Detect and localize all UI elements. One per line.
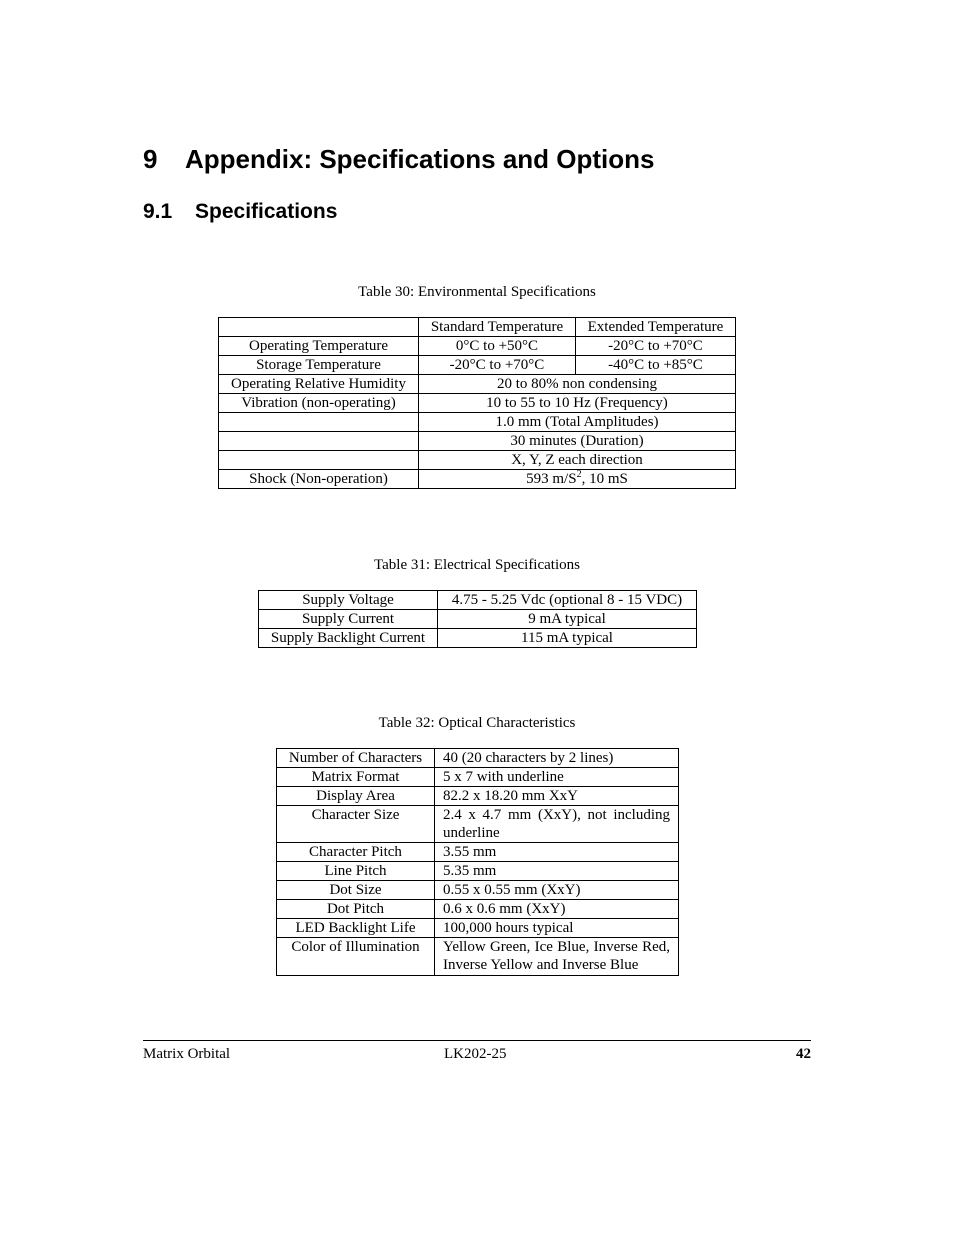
row-value: 9 mA typical (438, 610, 697, 629)
subsection-title: Specifications (195, 200, 338, 223)
table-row (219, 432, 736, 451)
row-value: 3.55 mm (435, 843, 679, 862)
row-label: Supply Current (259, 610, 438, 629)
optical-characteristics-table (276, 748, 679, 976)
table-row (219, 451, 736, 470)
extended-value: -20°C to +70°C (576, 337, 736, 356)
row-label: Operating Relative Humidity (219, 375, 419, 394)
table-row (277, 900, 679, 919)
row-label: Shock (Non-operation) (219, 470, 419, 489)
row-value: 2.4 x 4.7 mm (XxY), not including underline (435, 806, 679, 843)
row-label: Display Area (277, 787, 435, 806)
shock-value-prefix: 593 m/S (526, 471, 577, 487)
header-cell-empty (219, 318, 419, 337)
table-row (277, 843, 679, 862)
row-label: Operating Temperature (219, 337, 419, 356)
row-label: Matrix Format (277, 768, 435, 787)
section-title: Appendix: Specifications and Options (185, 144, 655, 174)
table-row (277, 749, 679, 768)
extended-value: -40°C to +85°C (576, 356, 736, 375)
electrical-specifications-table (258, 590, 697, 648)
table-32-caption: Table 32: Optical Characteristics (378, 715, 576, 731)
row-value: 82.2 x 18.20 mm XxY (435, 787, 679, 806)
table-row (277, 806, 679, 843)
environmental-specifications-table (218, 317, 736, 489)
table-row (219, 375, 736, 394)
footer-model: LK202-25 (444, 1046, 507, 1062)
table-30-caption: Table 30: Environmental Specifications (358, 284, 596, 300)
row-label: LED Backlight Life (277, 919, 435, 938)
row-value: 0.6 x 0.6 mm (XxY) (435, 900, 679, 919)
table-row (277, 938, 679, 976)
row-value: 5 x 7 with underline (435, 768, 679, 787)
footer-divider (143, 1040, 811, 1041)
row-label (219, 432, 419, 451)
table-row (277, 787, 679, 806)
row-value: 5.35 mm (435, 862, 679, 881)
merged-value: 1.0 mm (Total Amplitudes) (419, 413, 736, 432)
row-label: Vibration (non-operating) (219, 394, 419, 413)
table-row (219, 356, 736, 375)
row-label: Storage Temperature (219, 356, 419, 375)
table-row (277, 881, 679, 900)
row-label: Dot Pitch (277, 900, 435, 919)
table-row (259, 629, 697, 648)
row-value: 40 (20 characters by 2 lines) (435, 749, 679, 768)
subsection-number: 9.1 (143, 200, 173, 223)
merged-value: 20 to 80% non condensing (419, 375, 736, 394)
header-cell-standard: Standard Temperature (419, 318, 576, 337)
shock-value-suffix: , 10 mS (581, 471, 628, 487)
row-label: Color of Illumination (277, 938, 435, 976)
row-label: Supply Voltage (259, 591, 438, 610)
subsection-heading (143, 198, 337, 226)
standard-value: -20°C to +70°C (419, 356, 576, 375)
table-row (219, 413, 736, 432)
row-label: Character Size (277, 806, 435, 843)
merged-value: X, Y, Z each direction (419, 451, 736, 470)
row-value: Yellow Green, Ice Blue, Inverse Red, Inverse Yellow and Inverse Blue (435, 938, 679, 976)
section-number: 9 (143, 144, 158, 174)
shock-value-superscript: 2 (576, 469, 582, 480)
table-row (219, 337, 736, 356)
merged-value: 30 minutes (Duration) (419, 432, 736, 451)
table-row (277, 919, 679, 938)
row-label: Character Pitch (277, 843, 435, 862)
footer-company: Matrix Orbital (143, 1046, 231, 1062)
page-number: 42 (796, 1046, 811, 1062)
row-label: Number of Characters (277, 749, 435, 768)
standard-value: 0°C to +50°C (419, 337, 576, 356)
table-row (259, 591, 697, 610)
row-value: 4.75 - 5.25 Vdc (optional 8 - 15 VDC) (438, 591, 697, 610)
table-row (259, 610, 697, 629)
table-row (277, 862, 679, 881)
table-header-row (219, 318, 736, 337)
row-label (219, 413, 419, 432)
row-label (219, 451, 419, 470)
row-value: 0.55 x 0.55 mm (XxY) (435, 881, 679, 900)
row-label: Dot Size (277, 881, 435, 900)
row-label: Supply Backlight Current (259, 629, 438, 648)
section-heading (143, 141, 655, 177)
row-value: 100,000 hours typical (435, 919, 679, 938)
row-value: 115 mA typical (438, 629, 697, 648)
merged-value (419, 470, 736, 489)
table-row (219, 394, 736, 413)
row-label: Line Pitch (277, 862, 435, 881)
table-row (219, 470, 736, 489)
merged-value: 10 to 55 to 10 Hz (Frequency) (419, 394, 736, 413)
header-cell-extended: Extended Temperature (576, 318, 736, 337)
table-31-caption: Table 31: Electrical Specifications (374, 557, 580, 573)
table-row (277, 768, 679, 787)
